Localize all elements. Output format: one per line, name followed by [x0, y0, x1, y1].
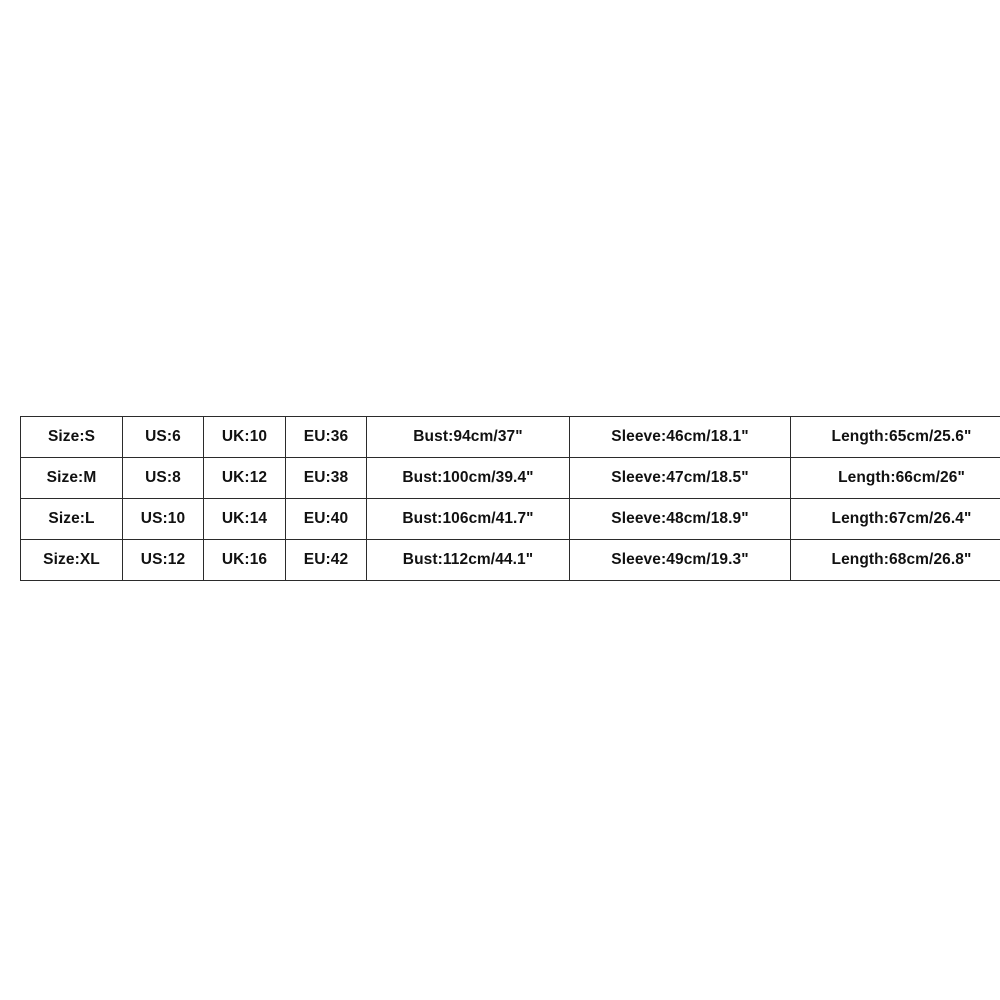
cell-sleeve: Sleeve:47cm/18.5" [570, 458, 791, 499]
cell-sleeve: Sleeve:46cm/18.1" [570, 417, 791, 458]
cell-size: Size:XL [21, 540, 123, 581]
cell-length: Length:65cm/25.6" [791, 417, 1000, 458]
table-row [21, 540, 1000, 581]
cell-uk: UK:16 [204, 540, 286, 581]
cell-length: Length:67cm/26.4" [791, 499, 1000, 540]
cell-bust: Bust:100cm/39.4" [367, 458, 570, 499]
cell-sleeve: Sleeve:48cm/18.9" [570, 499, 791, 540]
size-chart-container [20, 416, 982, 581]
cell-eu: EU:38 [286, 458, 367, 499]
cell-us: US:12 [123, 540, 204, 581]
cell-size: Size:M [21, 458, 123, 499]
cell-eu: EU:36 [286, 417, 367, 458]
cell-uk: UK:14 [204, 499, 286, 540]
cell-eu: EU:42 [286, 540, 367, 581]
table-row [21, 458, 1000, 499]
cell-size: Size:L [21, 499, 123, 540]
cell-sleeve: Sleeve:49cm/19.3" [570, 540, 791, 581]
cell-bust: Bust:106cm/41.7" [367, 499, 570, 540]
cell-uk: UK:12 [204, 458, 286, 499]
cell-us: US:10 [123, 499, 204, 540]
cell-length: Length:68cm/26.8" [791, 540, 1000, 581]
size-chart-table [20, 416, 1000, 581]
cell-us: US:6 [123, 417, 204, 458]
cell-size: Size:S [21, 417, 123, 458]
cell-eu: EU:40 [286, 499, 367, 540]
cell-uk: UK:10 [204, 417, 286, 458]
cell-length: Length:66cm/26" [791, 458, 1000, 499]
cell-bust: Bust:112cm/44.1" [367, 540, 570, 581]
cell-us: US:8 [123, 458, 204, 499]
table-row [21, 417, 1000, 458]
cell-bust: Bust:94cm/37" [367, 417, 570, 458]
table-row [21, 499, 1000, 540]
